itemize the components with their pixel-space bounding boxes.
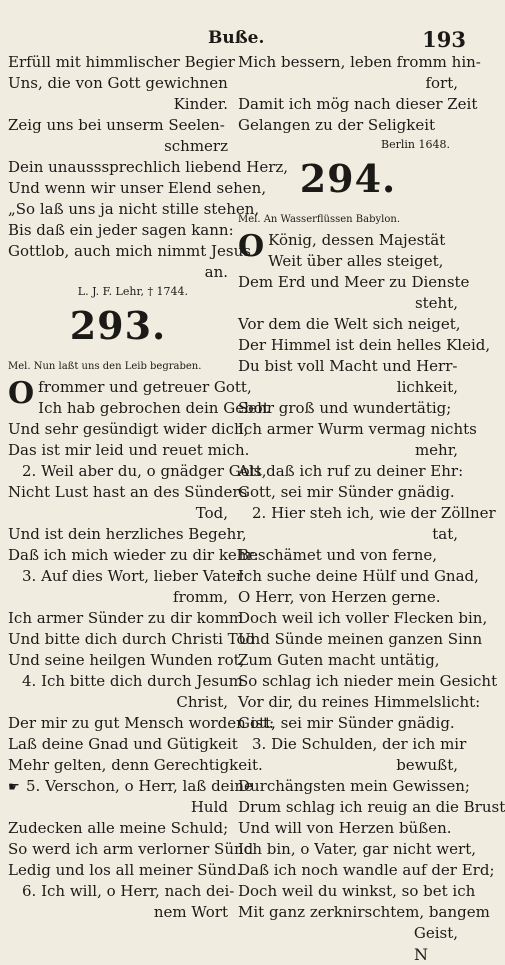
text-line: 4. Ich bitte dich durch Jesum xyxy=(22,672,243,690)
text-line: Vor dem die Welt sich neiget, xyxy=(238,315,461,333)
text-line: Als daß ich ruf zu deiner Ehr: xyxy=(238,462,464,480)
text-line: O Herr, von Herzen gerne. xyxy=(238,588,441,606)
right-column xyxy=(238,52,505,965)
text-line: Zum Guten macht untätig, xyxy=(238,651,440,669)
pointing-hand-icon: ☛ xyxy=(8,780,20,795)
text-line xyxy=(8,776,253,797)
text-line: Vor dir, du reines Himmelslicht: xyxy=(238,693,481,711)
text-line: Christ, xyxy=(176,693,228,711)
text-line: Und bitte dich durch Christi Tod xyxy=(8,630,256,648)
text-line: tat, xyxy=(432,525,458,543)
text-line: Und ist dein herzliches Begehr, xyxy=(8,525,247,543)
text-line: Und sehr gesündigt wider dich, xyxy=(8,420,249,438)
melody-line: Mel. Nun laßt uns den Leib begraben. xyxy=(8,361,202,372)
melody-line: Mel. An Wasserflüssen Babylon. xyxy=(238,214,400,225)
text-line: Du bist voll Macht und Herr- xyxy=(238,357,458,375)
text-line: Das ist mir leid und reuet mich. xyxy=(8,441,250,459)
text-line: Dem Erd und Meer zu Dienste xyxy=(238,273,470,291)
text-line: steht, xyxy=(414,294,458,312)
page-header xyxy=(0,14,480,52)
text-line: mehr, xyxy=(414,441,458,459)
author-citation: L. J. F. Lehr, † 1744. xyxy=(77,285,188,298)
text-line: 3. Die Schulden, der ich mir xyxy=(252,735,467,753)
text-line: Bis daß ein jeder sagen kann: xyxy=(8,221,234,239)
text-line: Und will von Herzen büßen. xyxy=(238,819,452,837)
text-line: Ich bin, o Vater, gar nicht wert, xyxy=(238,840,476,858)
text-line: Huld xyxy=(190,798,228,816)
text-line: Und Sünde meinen ganzen Sinn xyxy=(238,630,483,648)
text-line: Zudecken alle meine Schuld; xyxy=(8,819,229,837)
text-line: Daß ich noch wandle auf der Erd; xyxy=(238,861,495,879)
text-line: Weit über alles steiget, xyxy=(268,252,444,270)
text-line: So werd ich arm verlorner Sünd xyxy=(8,840,254,858)
drop-cap: O xyxy=(8,376,35,411)
signature-mark: N xyxy=(414,945,428,964)
text-line: Ich armer Wurm vermag nichts xyxy=(238,420,477,438)
verse-1 xyxy=(8,376,269,419)
text-line: Geist, xyxy=(413,924,458,942)
author-citation: Berlin 1648. xyxy=(381,138,450,151)
text-line: lichkeit, xyxy=(396,378,458,396)
text-line: 3. Auf dies Wort, lieber Vater xyxy=(22,567,244,585)
text-line: Gott, sei mir Sünder gnädig. xyxy=(238,714,455,732)
text-line: Mit ganz zerknirschtem, bangem xyxy=(238,903,490,921)
left-column xyxy=(8,52,289,923)
text-line: 6. Ich will, o Herr, nach dei- xyxy=(22,882,235,900)
text-line: Gelangen zu der Seligkeit xyxy=(238,116,436,134)
text-line: Beschämet und von ferne, xyxy=(238,546,438,564)
text-line: 2. Hier steh ich, wie der Zöllner xyxy=(252,504,496,522)
text-line: Dein unausssprechlich liebend Herz, xyxy=(8,158,289,176)
text-line: Erfüll mit himmlischer Begier xyxy=(8,53,235,71)
verse-1 xyxy=(238,230,458,272)
text-line: bewußt, xyxy=(396,756,458,774)
text-line: Ich suche deine Hülf und Gnad, xyxy=(238,567,479,585)
text-line: Mehr gelten, denn Gerechtigkeit. xyxy=(8,756,263,774)
text-line: Und seine heilgen Wunden rot, xyxy=(8,651,245,669)
text-line: Laß deine Gnad und Gütigkeit xyxy=(8,735,238,753)
text-line: Gott, sei mir Sünder gnädig. xyxy=(238,483,455,501)
text-line: Doch weil ich voller Flecken bin, xyxy=(238,609,488,627)
text-line: 2. Weil aber du, o gnädger Gott, xyxy=(22,462,267,480)
text-line: Ledig und los all meiner Sünd. xyxy=(8,861,242,879)
text-line: Durchängsten mein Gewissen; xyxy=(238,777,470,795)
text-line: Drum schlag ich reuig an die Brust xyxy=(238,798,505,816)
text-line: Tod, xyxy=(195,504,228,522)
text-line: Der mir zu gut Mensch worden ist: xyxy=(8,714,275,732)
text-line: Und wenn wir unser Elend sehen, xyxy=(8,179,267,197)
text-line: fort, xyxy=(425,74,458,92)
text-line: Gottlob, auch mich nimmt Jesus xyxy=(8,242,251,260)
text-line: fromm, xyxy=(173,588,228,606)
page-number: 193 xyxy=(422,27,466,52)
text-line: Uns, die von Gott gewichnen xyxy=(8,74,228,92)
drop-cap: O xyxy=(238,229,265,264)
text-line: Der Himmel ist dein helles Kleid, xyxy=(238,336,491,354)
text-line: nem Wort xyxy=(153,903,228,921)
text-line: König, dessen Majestät xyxy=(268,231,446,249)
text-line: Ich armer Sünder zu dir komm xyxy=(8,609,244,627)
text-line: „So laß uns ja nicht stille stehen, xyxy=(8,200,260,218)
text-line: Ich hab gebrochen dein Gebot xyxy=(38,399,269,417)
text-line: Damit ich mög nach dieser Zeit xyxy=(238,95,478,113)
hymn-number: 294. xyxy=(299,156,397,201)
text-line: Zeig uns bei unserm Seelen- xyxy=(8,116,225,134)
verse-text: 5. Verschon, o Herr, laß deine xyxy=(26,777,253,795)
text-line: frommer und getreuer Gott, xyxy=(38,378,252,396)
text-line: So schlag ich nieder mein Gesicht xyxy=(238,672,498,690)
text-line: Doch weil du winkst, so bet ich xyxy=(238,882,476,900)
text-line: Mich bessern, leben fromm hin- xyxy=(238,53,481,71)
text-line: Sehr groß und wundertätig; xyxy=(238,399,452,417)
hymn-number: 293. xyxy=(69,303,167,348)
text-line: an. xyxy=(204,263,228,281)
section-title: Buße. xyxy=(208,28,265,48)
text-line: schmerz xyxy=(164,137,228,155)
text-line: Daß ich mich wieder zu dir kehr: xyxy=(8,546,259,564)
text-line: Kinder. xyxy=(173,95,228,113)
text-line: Nicht Lust hast an des Sünders xyxy=(8,483,248,501)
